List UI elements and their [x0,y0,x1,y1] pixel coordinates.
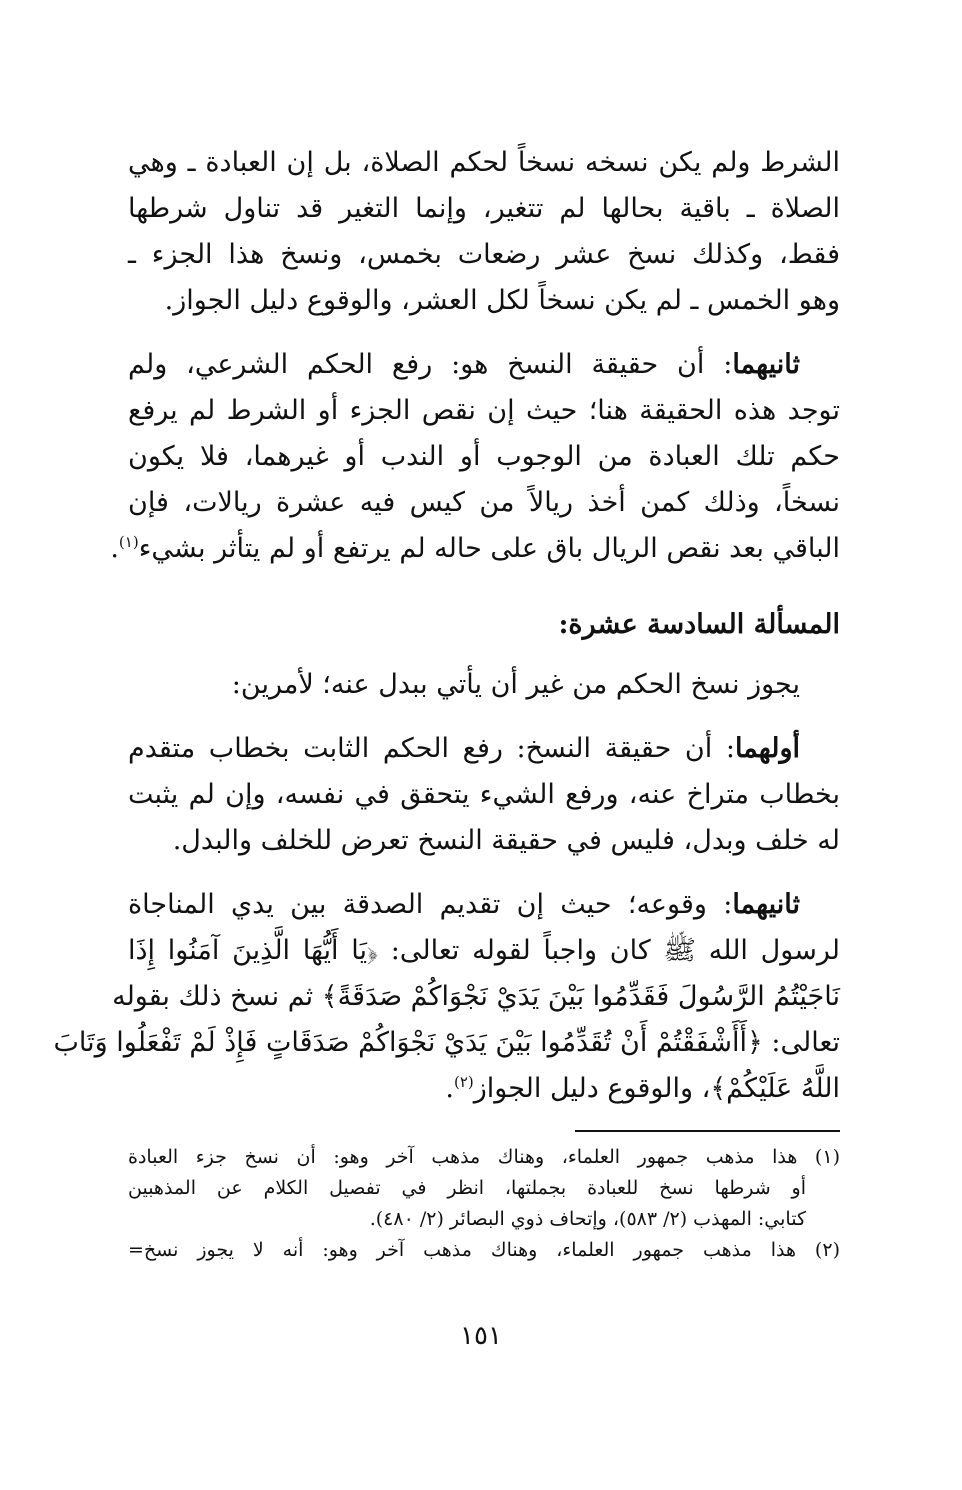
paragraph-3 [128,662,840,708]
text-line: تعالى: ﴿أَأَشْفَقْتُمْ أَنْ تُقَدِّمُوا بَيْنَ يَدَيْ نَجْوَاكُمْ صَدَقَاتٍ فَإِذْ لَمْ تَفْعَلُوا وَتَابَ [53,1027,840,1058]
text-line [128,342,840,388]
page-number: ١٥١ [460,1321,502,1351]
paragraph-2 [110,342,840,572]
paragraph-1 [128,140,840,324]
text-line: توجد هذه الحقيقة هنا؛ حيث إن نقص الجزء أو الشرط لم يرفع [128,395,840,426]
text-run: . [110,533,119,564]
text-run: الباقي بعد نقص الريال باق على حاله لم يرتفع أو لم يتأثر بشيء [138,533,840,564]
paragraph-4 [128,726,840,864]
footnote-ref[interactable]: (٢) [453,1073,474,1091]
footnote-1-line: أو شرطها نسخ للعبادة بجملتها، انظر في تفصيل الكلام عن المذهبين [128,1177,806,1199]
paragraph-5 [53,882,840,1112]
text-run: : وقوعه؛ حيث إن تقديم الصدقة بين يدي المناجاة [128,889,733,920]
section-heading: المسألة السادسة عشرة: [558,609,840,640]
footnote-ref[interactable]: (١) [118,533,139,551]
text-line: نسخاً، وذلك كمن أخذ ريالاً من كيس فيه عشرة ريالات، فإن [128,487,840,518]
paragraph-lead: أولهما [734,733,800,764]
text-line: بخطاب متراخ عنه، ورفع الشيء يتحقق في نفسه، وإن لم يثبت [128,779,840,810]
text-line: يجوز نسخ الحكم من غير أن يأتي ببدل عنه؛ لأمرين: [231,669,800,700]
footnote-divider [575,1130,840,1132]
text-line: الشرط ولم يكن نسخه نسخاً لحكم الصلاة، بل إن العبادة ـ وهي [128,147,840,178]
text-run: . [445,1073,454,1104]
main-text [53,140,840,1130]
text-run: اللَّهُ عَلَيْكُمْ﴾، والوقوع دليل الجواز [473,1073,840,1104]
text-line: وهو الخمس ـ لم يكن نسخاً لكل العشر، والوقوع دليل الجواز. [164,285,840,316]
text-line [128,882,840,928]
footnote-1-line: (١) هذا مذهب جمهور العلماء، وهناك مذهب آخر وهو: أن نسخ جزء العبادة [128,1146,840,1168]
paragraph-lead: ثانيهما [732,349,800,380]
text-line: حكم تلك العبادة من الوجوب أو الندب أو غيرهما، فلا يكون [128,441,840,472]
footnotes [128,1130,840,1266]
text-run: : أن حقيقة النسخ هو: رفع الحكم الشرعي، ولم [128,349,733,380]
footnote-1-line: كتابي: المهذب (٢/ ٥٨٣)، وإتحاف ذوي البصائر (٢/ ٤٨٠). [369,1208,806,1230]
text-line [128,726,840,772]
text-line [110,526,840,572]
text-line: الصلاة ـ باقية بحالها لم تتغير، وإنما التغير قد تناول شرطها [128,193,840,224]
text-line: نَاجَيْتُمُ الرَّسُولَ فَقَدِّمُوا بَيْنَ يَدَيْ نَجْوَاكُمْ صَدَقَةً﴾ ثم نسخ ذلك بقوله [112,981,840,1012]
text-line: له خلف وبدل، فليس في حقيقة النسخ تعرض للخلف والبدل. [172,825,840,856]
text-run: : أن حقيقة النسخ: رفع الحكم الثابت بخطاب متقدم [128,733,735,764]
text-line: لرسول الله ﷺ كان واجباً لقوله تعالى: ﴿يَا أَيُّهَا الَّذِينَ آمَنُوا إِذَا [128,935,840,966]
text-line: فقط، وكذلك نسخ عشر رضعات بخمس، ونسخ هذا الجزء ـ [128,239,840,270]
text-line [128,1066,840,1112]
footnote-2-line: (٢) هذا مذهب جمهور العلماء، وهناك مذهب آخر وهو: أنه لا يجوز نسخ= [128,1239,840,1261]
paragraph-lead: ثانيهما [732,889,800,920]
